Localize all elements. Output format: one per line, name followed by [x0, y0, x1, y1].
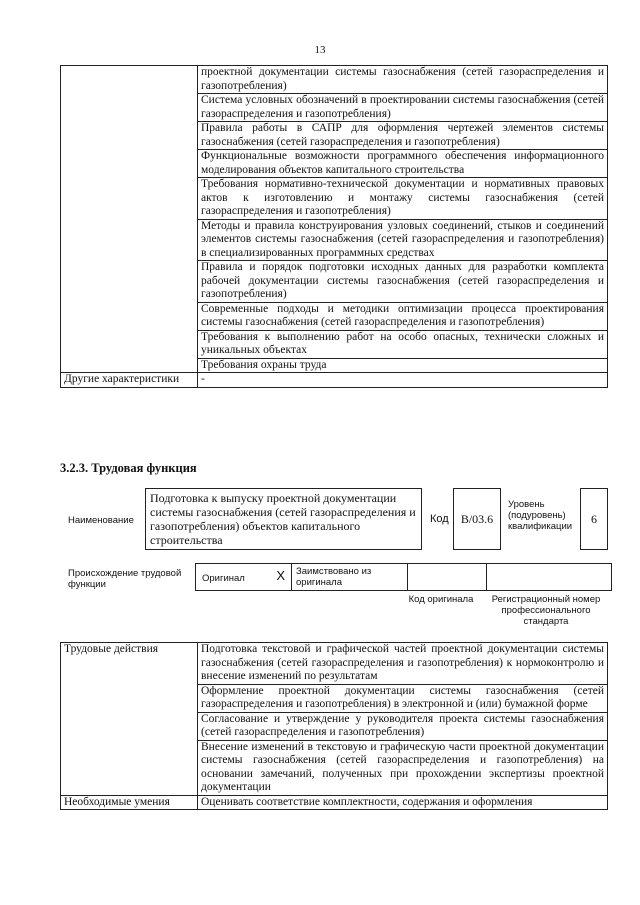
- code-label: Код: [430, 513, 449, 525]
- reg-caption: Регистрационный номер профессионального стандарта: [491, 594, 601, 627]
- origin-original-cell: [195, 563, 292, 591]
- knowledge-item: Методы и правила конструирования узловых соединений, стыков и соединений элементов системы газоснабжения (сетей газораспределения и газопотребления) в специализированных программных средствах: [198, 219, 608, 261]
- knowledge-item: Требования нормативно-технической документации и нормативных правовых актов к изготовлению и монтажу системы газоснабжения (сетей газораспределения и газопотребления): [198, 178, 608, 220]
- knowledge-item: Правила и порядок подготовки исходных данных для разработки комплекта рабочей документации системы газоснабжения (сетей газораспределения и газопотребления): [198, 261, 608, 303]
- page-number: 13: [314, 44, 326, 56]
- knowledge-item: Современные подходы и методики оптимизации процесса проектирования системы газоснабжения (сетей газораспределения и газопотребления): [198, 302, 608, 330]
- knowledge-item: Требования охраны труда: [198, 358, 608, 373]
- actions-table: [60, 642, 608, 810]
- name-label: Наименование: [68, 515, 134, 526]
- skills-label: Необходимые умения: [61, 795, 198, 810]
- skill-item: Оценивать соответствие комплектности, содержания и оформления: [198, 795, 608, 810]
- actions-label: Трудовые действия: [61, 643, 198, 796]
- table-row: [61, 795, 608, 810]
- knowledge-item: Требования к выполнению работ на особо опасных, технически сложных и уникальных объектах: [198, 330, 608, 358]
- section-title: 3.2.3. Трудовая функция: [60, 461, 197, 475]
- knowledge-item: Правила работы в САПР для оформления чертежей элементов системы газоснабжения (сетей газораспределения и газопотребления): [198, 122, 608, 150]
- other-characteristics-value: -: [198, 373, 608, 388]
- function-name: Подготовка к выпуску проектной документации системы газоснабжения (сетей газораспределения и газопотребления) объектов капитального строительства: [145, 488, 422, 550]
- knowledge-item: Функциональные возможности программного обеспечения информационного моделирования объектов капитального строительства: [198, 150, 608, 178]
- qualification-level: 6: [580, 488, 608, 550]
- origin-row: [196, 563, 612, 591]
- original-label: Оригинал: [202, 573, 245, 584]
- borrowed-label: Заимствовано из оригинала: [291, 563, 408, 591]
- knowledge-item: проектной документации системы газоснабжения (сетей газораспределения и газопотребления): [198, 66, 608, 94]
- empty-label-cell: [61, 66, 198, 373]
- action-item: Внесение изменений в текстовую и графическую части проектной документации системы газоснабжения (сетей газораспределения и газопотребления) на основании замечаний, полученных при прохождении экспертизы проектной документации: [198, 740, 608, 795]
- function-code: B/03.6: [453, 488, 501, 550]
- knowledge-table: [60, 65, 608, 388]
- original-mark: X: [276, 568, 285, 583]
- code-caption: Код оригинала: [408, 594, 474, 605]
- knowledge-item: Система условных обозначений в проектировании системы газоснабжения (сетей газораспределения и газопотребления): [198, 94, 608, 122]
- table-row: [61, 643, 608, 685]
- origin-reg-cell: [486, 563, 612, 591]
- origin-code-cell: [407, 563, 487, 591]
- other-characteristics-label: Другие характеристики: [61, 373, 198, 388]
- level-label: Уровень (подуровень) квалификации: [508, 499, 573, 532]
- action-item: Подготовка текстовой и графической частей проектной документации системы газоснабжения (сетей газораспределения и газопотребления) к нормоконтролю и внесение изменений по результатам: [198, 643, 608, 685]
- origin-label: Происхождение трудовой функции: [68, 568, 182, 590]
- table-row: [61, 373, 608, 388]
- table-row: [61, 66, 608, 94]
- action-item: Согласование и утверждение у руководителя проекта системы газоснабжения (сетей газораспределения и газопотребления): [198, 712, 608, 740]
- action-item: Оформление проектной документации системы газоснабжения (сетей газораспределения и газопотребления) в электронной и (или) бумажной форме: [198, 684, 608, 712]
